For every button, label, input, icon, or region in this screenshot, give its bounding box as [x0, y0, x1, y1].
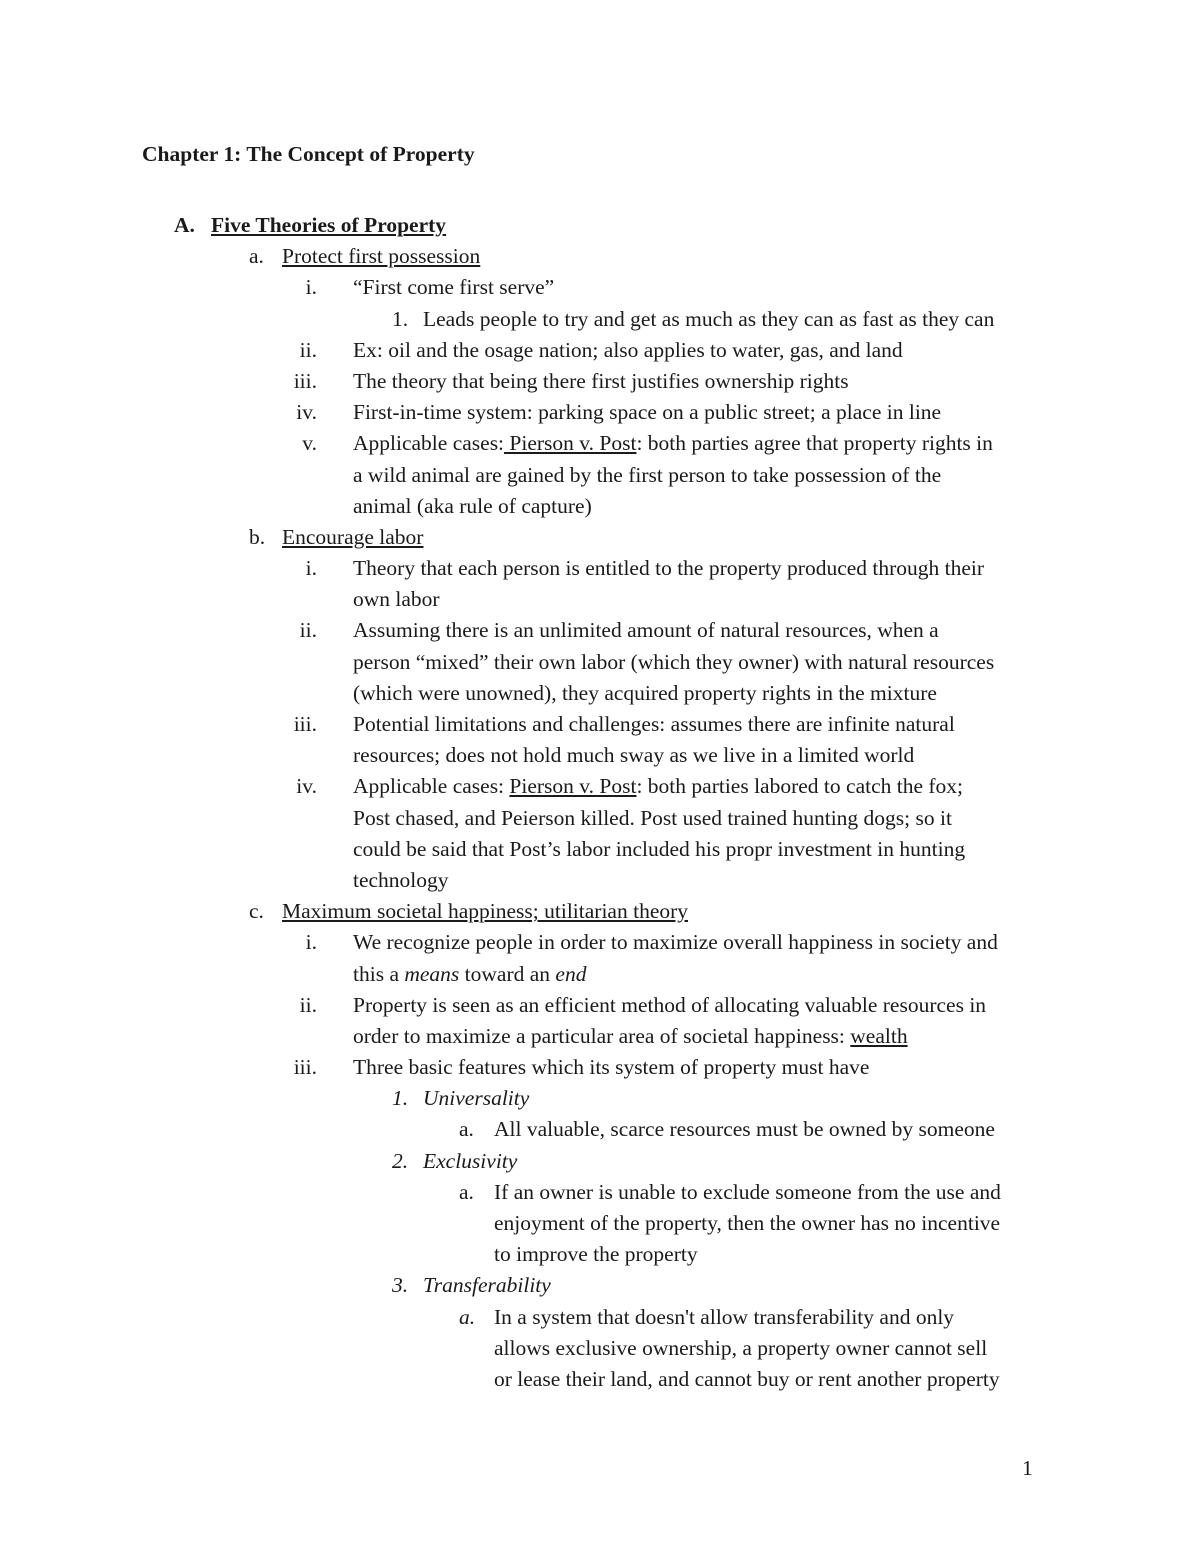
- theory-b-item-iv-cont: [0, 803, 1200, 834]
- theory-a-heading: Protect first possession: [282, 244, 481, 269]
- feature-universality: [0, 1083, 1200, 1114]
- section-marker: A.: [174, 213, 195, 237]
- theory-c-heading: Maximum societal happiness; utilitarian theory: [282, 899, 689, 924]
- theory-a-item-v: [0, 428, 1200, 459]
- list-marker: a.: [459, 1304, 476, 1329]
- list-text: “First come first serve”: [353, 275, 555, 300]
- theory-b-item-iii-cont: [0, 740, 1200, 771]
- theory-b-item-i-cont: [0, 584, 1200, 615]
- theory-a-item-iii: [0, 366, 1200, 397]
- list-text: resources; does not hold much sway as we live in a limited world: [353, 743, 915, 768]
- list-text: [353, 959, 586, 990]
- emphasis-end: end: [555, 961, 587, 986]
- list-marker: i.: [305, 275, 317, 300]
- theory-b-heading-row: [0, 522, 1200, 553]
- list-text: Post chased, and Peierson killed. Post used trained hunting dogs; so it: [353, 805, 952, 830]
- feature-exclusivity-a: [0, 1177, 1200, 1208]
- feature-transferability-a-cont: [0, 1364, 1200, 1395]
- theory-a-item-v-cont: [0, 460, 1200, 491]
- list-text: person “mixed” their own labor (which they owner) with natural resources: [353, 649, 995, 674]
- outline: [0, 210, 1200, 1395]
- theory-a-heading-row: [0, 241, 1200, 272]
- theory-b-heading: Encourage labor: [282, 524, 424, 549]
- theory-b-item-iv-cont: [0, 834, 1200, 865]
- feature-universality-a: [0, 1114, 1200, 1145]
- list-text: [353, 771, 963, 802]
- case-citation: Pierson v. Post: [504, 431, 637, 456]
- list-marker: iii.: [293, 712, 317, 736]
- list-text: Three basic features which its system of property must have: [353, 1055, 870, 1080]
- case-prefix: Applicable cases:: [353, 431, 505, 456]
- list-text: technology: [353, 867, 449, 892]
- feature-transferability-a-cont: [0, 1333, 1200, 1364]
- section-heading-row: [0, 210, 1200, 241]
- theory-c-item-i: [0, 927, 1200, 958]
- list-marker: i.: [305, 556, 317, 581]
- list-marker: ii.: [299, 618, 317, 643]
- case-prefix: Applicable cases:: [353, 774, 510, 799]
- list-text: In a system that doesn't allow transferability and only: [494, 1304, 955, 1329]
- list-marker: iv.: [296, 774, 317, 799]
- theory-a-item-i: [0, 272, 1200, 303]
- list-marker: iv.: [296, 400, 317, 425]
- list-text: Potential limitations and challenges: assumes there are infinite natural: [353, 712, 955, 736]
- page-number: 1: [1022, 1456, 1033, 1480]
- list-text: or lease their land, and cannot buy or rent another property: [494, 1366, 1000, 1391]
- list-marker: ii.: [299, 337, 317, 362]
- list-text: Assuming there is an unlimited amount of natural resources, when a: [353, 618, 939, 643]
- list-marker: a.: [459, 1179, 474, 1204]
- feature-name: Exclusivity: [423, 1148, 518, 1173]
- list-text: allows exclusive ownership, a property owner cannot sell: [494, 1335, 988, 1360]
- list-text: could be said that Post’s labor included his propr investment in hunting: [353, 836, 966, 861]
- theory-b-item-ii-cont: [0, 678, 1200, 709]
- feature-name: Transferability: [423, 1273, 551, 1298]
- feature-exclusivity-a-cont: [0, 1239, 1200, 1270]
- list-text: We recognize people in order to maximize overall happiness in society and: [353, 930, 998, 955]
- theory-a-item-ii: [0, 335, 1200, 366]
- section-heading: Five Theories of Property: [211, 213, 447, 237]
- theory-b-item-ii-cont: [0, 647, 1200, 678]
- feature-name: Universality: [423, 1086, 530, 1111]
- theory-c-item-i-cont: [0, 959, 1200, 990]
- list-text: First-in-time system: parking space on a public street; a place in line: [353, 400, 942, 425]
- theory-b-marker: b.: [249, 524, 266, 549]
- list-text: a wild animal are gained by the first person to take possession of the: [353, 462, 942, 487]
- list-text: enjoyment of the property, then the owner has no incentive: [494, 1211, 1001, 1235]
- theory-c-item-ii-cont: [0, 1021, 1200, 1052]
- text-segment: order to maximize a particular area of societal happiness:: [353, 1023, 851, 1048]
- feature-exclusivity: [0, 1146, 1200, 1177]
- theory-c-item-iii: [0, 1052, 1200, 1083]
- list-text: animal (aka rule of capture): [353, 493, 592, 518]
- list-marker: 2.: [392, 1148, 409, 1173]
- text-segment: : both parties agree that property rights in: [636, 431, 993, 456]
- theory-b-item-ii: [0, 615, 1200, 646]
- list-text: [353, 1021, 908, 1052]
- feature-transferability-a: [0, 1302, 1200, 1333]
- theory-a-item-v-cont: [0, 491, 1200, 522]
- theory-c-heading-row: [0, 896, 1200, 927]
- text-segment: this a: [353, 961, 405, 986]
- theory-b-item-iv: [0, 771, 1200, 802]
- list-marker: iii.: [293, 1055, 317, 1080]
- list-marker: 3.: [392, 1273, 409, 1298]
- list-text: (which were unowned), they acquired property rights in the mixture: [353, 680, 937, 705]
- list-marker: ii.: [299, 992, 317, 1017]
- list-text: own labor: [353, 587, 440, 612]
- list-text: Theory that each person is entitled to the property produced through their: [353, 556, 985, 581]
- theory-c-marker: c.: [249, 899, 264, 924]
- list-text: The theory that being there first justifies ownership rights: [353, 368, 849, 393]
- emphasis-means: means: [404, 961, 460, 986]
- feature-exclusivity-a-cont: [0, 1208, 1200, 1239]
- list-text: Ex: oil and the osage nation; also applies to water, gas, and land: [353, 337, 903, 362]
- text-segment: toward an: [459, 961, 556, 986]
- list-marker: v.: [302, 431, 317, 456]
- list-text: All valuable, scarce resources must be owned by someone: [494, 1117, 995, 1142]
- list-text: Leads people to try and get as much as they can as fast as they can: [423, 306, 995, 331]
- list-text: Property is seen as an efficient method of allocating valuable resources in: [353, 992, 987, 1017]
- emphasis-wealth: wealth: [850, 1023, 908, 1048]
- theory-a-marker: a.: [249, 244, 264, 269]
- list-marker: 1.: [392, 1086, 409, 1111]
- list-text: [353, 428, 993, 459]
- theory-c-item-ii: [0, 990, 1200, 1021]
- theory-a-item-i-1: [0, 304, 1200, 335]
- list-text: to improve the property: [494, 1242, 698, 1267]
- list-marker: 1.: [392, 306, 409, 331]
- list-marker: i.: [305, 930, 317, 955]
- theory-a-item-iv: [0, 397, 1200, 428]
- feature-transferability: [0, 1270, 1200, 1301]
- text-segment: : both parties labored to catch the fox;: [636, 774, 964, 799]
- list-marker: iii.: [293, 368, 317, 393]
- theory-b-item-iv-cont: [0, 865, 1200, 896]
- chapter-title: Chapter 1: The Concept of Property: [142, 142, 475, 166]
- list-text: If an owner is unable to exclude someone from the use and: [494, 1179, 1001, 1204]
- theory-b-item-i: [0, 553, 1200, 584]
- theory-b-item-iii: [0, 709, 1200, 740]
- case-citation: Pierson v. Post: [509, 774, 637, 799]
- list-marker: a.: [459, 1117, 474, 1142]
